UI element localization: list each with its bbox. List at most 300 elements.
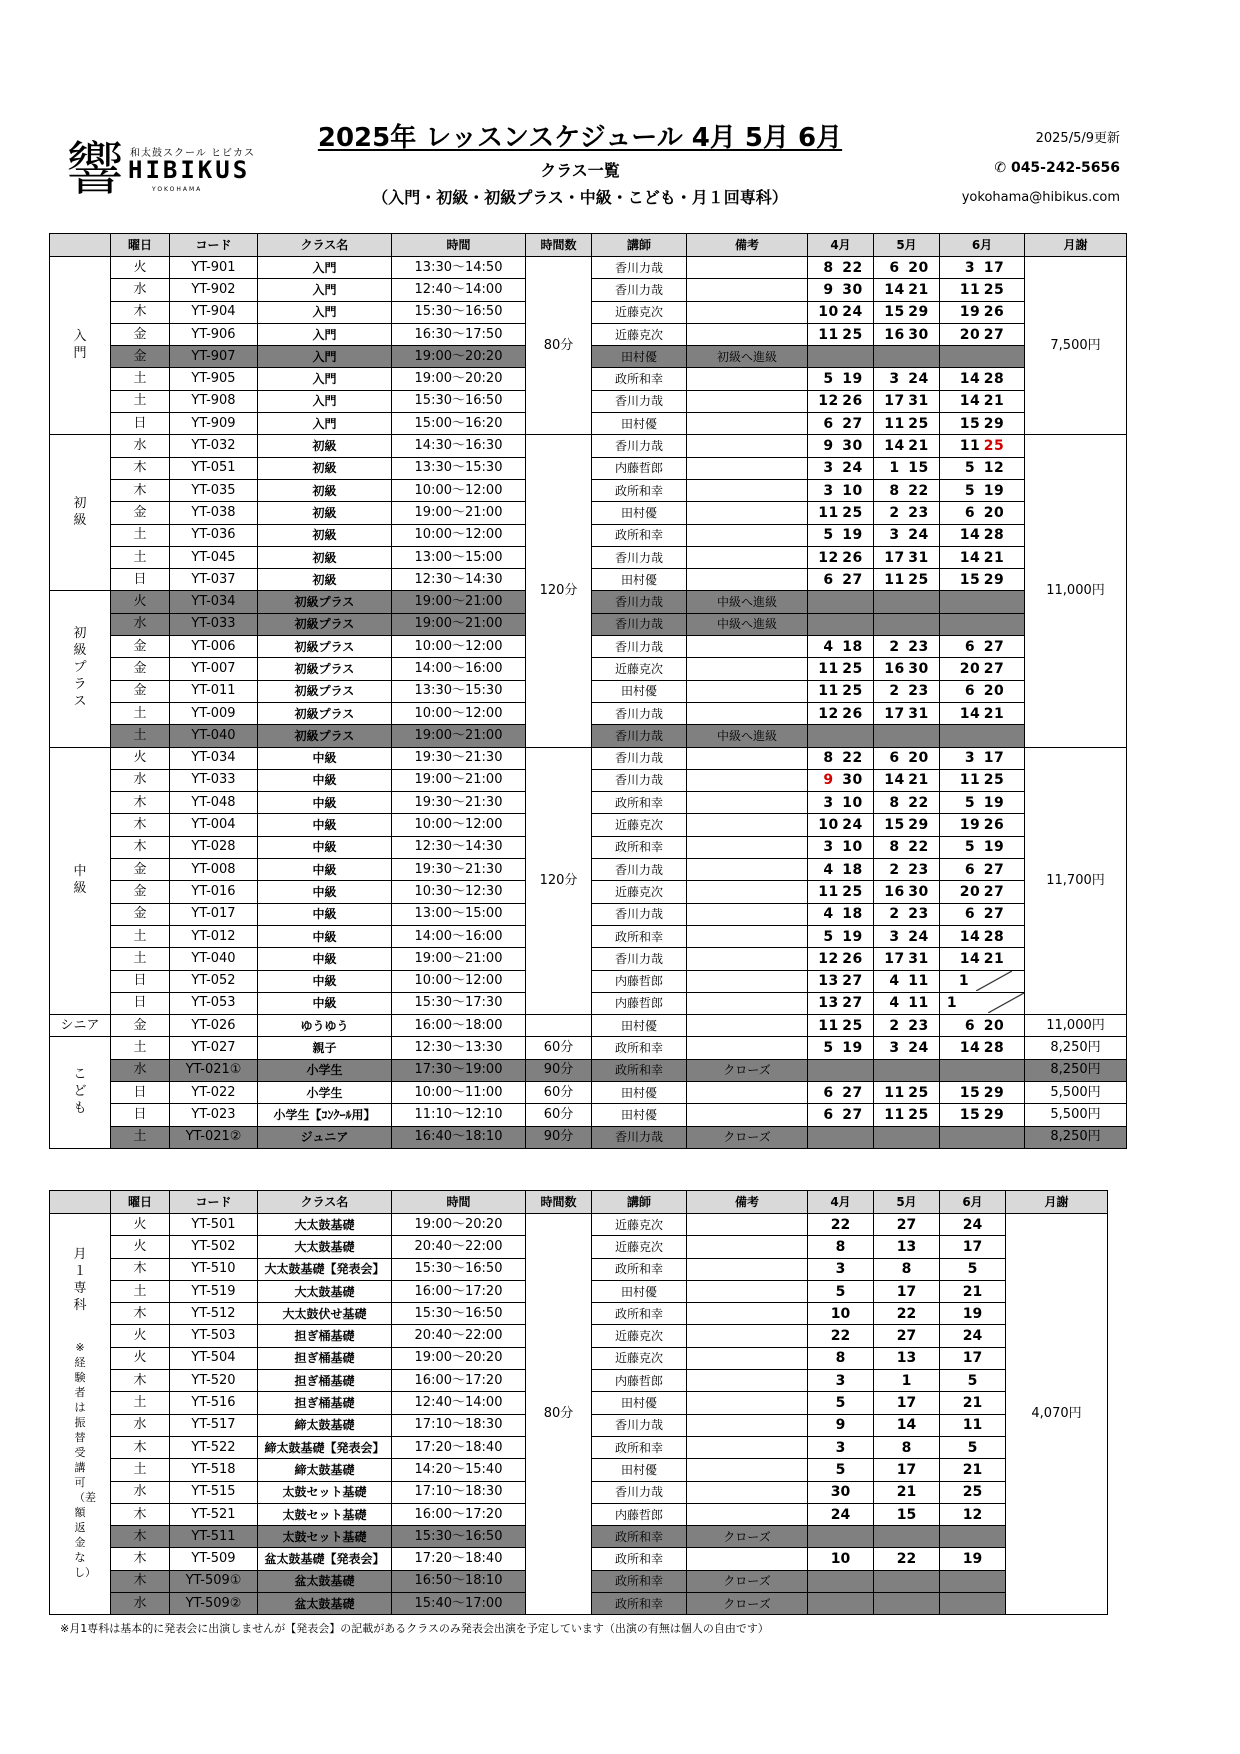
note-cell (687, 747, 808, 769)
lesson-date: 27 (983, 883, 1005, 900)
note-cell (687, 636, 808, 658)
month-date-cell: 21 (874, 1481, 940, 1503)
teacher-cell: 田村優 (592, 1081, 687, 1103)
code-cell: YT-048 (170, 792, 258, 814)
lesson-date: 30 (908, 660, 929, 677)
note-cell: 中級へ進級 (687, 725, 808, 747)
lesson-date: 23 (908, 906, 929, 923)
lesson-date: 14 (959, 371, 981, 388)
lesson-date: 20 (983, 683, 1005, 700)
month-date-cell: 11 (940, 1414, 1006, 1436)
updated-date: 2025/5/9更新 (1035, 131, 1120, 146)
lesson-date: 25 (983, 772, 1005, 789)
lesson-date: 25 (983, 281, 1005, 298)
fee-cell: 5,500円 (1025, 1104, 1127, 1126)
note-cell (687, 502, 808, 524)
page-subtitle: クラス一覧 (540, 161, 620, 180)
lesson-date: 6 (964, 1017, 976, 1034)
month-date-cell: 5 (940, 1258, 1006, 1280)
note-cell (687, 1459, 808, 1481)
month-date-cell (874, 1593, 940, 1615)
teacher-cell: 政所和幸 (592, 368, 687, 390)
day-cell: 土 (111, 1037, 170, 1059)
time-cell: 12:30～13:30 (392, 1037, 526, 1059)
teacher-cell: 内藤哲郎 (592, 1370, 687, 1392)
note-cell (687, 1347, 808, 1369)
time-cell: 19:00～21:00 (392, 613, 526, 635)
fee-cell: 4,070円 (1006, 1214, 1108, 1615)
lesson-date: 3 (889, 928, 900, 945)
lesson-date: 4 (889, 995, 900, 1012)
lesson-date: 12 (983, 460, 1005, 477)
note-cell (687, 970, 808, 992)
table-row (50, 1059, 1127, 1081)
teacher-cell: 内藤哲郎 (592, 992, 687, 1014)
lesson-date: 8 (823, 259, 834, 276)
group-label (50, 1037, 111, 1148)
month-dates-cell (940, 301, 1025, 323)
note-cell (687, 881, 808, 903)
teacher-cell: 香川力哉 (592, 390, 687, 412)
lesson-date: 3 (823, 839, 834, 856)
lesson-date: 6 (964, 638, 976, 655)
code-cell: YT-006 (170, 636, 258, 658)
class-name-cell: 初級 (258, 524, 392, 546)
code-cell: YT-510 (170, 1258, 258, 1280)
lesson-date: 22 (842, 259, 863, 276)
column-header: 備考 (687, 234, 808, 257)
class-name-cell: 太鼓セット基礎 (258, 1503, 392, 1525)
note-cell: クローズ (687, 1059, 808, 1081)
lesson-date: 24 (842, 460, 863, 477)
lesson-date: 19 (842, 527, 863, 544)
lesson-date: 22 (908, 794, 929, 811)
lesson-date: 25 (908, 1106, 929, 1123)
table-row (50, 257, 1127, 279)
day-cell: 木 (111, 1258, 170, 1280)
month-date-cell: 14 (874, 1414, 940, 1436)
time-cell: 20:40～22:00 (392, 1236, 526, 1258)
month-dates-cell (940, 279, 1025, 301)
time-cell: 11:10～12:10 (392, 1104, 526, 1126)
code-cell: YT-007 (170, 658, 258, 680)
fee-cell: 8,250円 (1025, 1037, 1127, 1059)
code-cell: YT-518 (170, 1459, 258, 1481)
teacher-cell: 近藤克次 (592, 1347, 687, 1369)
note-cell (687, 925, 808, 947)
month-dates-cell (940, 390, 1025, 412)
lesson-date: 14 (959, 705, 981, 722)
lesson-date: 22 (908, 482, 929, 499)
lesson-date: 11 (884, 415, 905, 432)
lesson-date: 26 (842, 950, 863, 967)
lesson-date: 29 (908, 304, 929, 321)
lesson-date: 14 (959, 393, 981, 410)
note-cell (687, 1414, 808, 1436)
month-dates-cell (874, 1126, 940, 1148)
month-dates-cell (940, 769, 1025, 791)
time-cell: 17:30～19:00 (392, 1059, 526, 1081)
lesson-date: 21 (983, 950, 1005, 967)
month-dates-cell (940, 636, 1025, 658)
class-name-cell: 盆太鼓基礎 (258, 1593, 392, 1615)
class-name-cell: 中級 (258, 903, 392, 925)
code-cell: YT-501 (170, 1214, 258, 1236)
lesson-date: 21 (908, 772, 929, 789)
class-name-cell: 初級 (258, 546, 392, 568)
teacher-cell: 近藤克次 (592, 1214, 687, 1236)
lesson-date: 10 (842, 839, 863, 856)
note-cell: クローズ (687, 1126, 808, 1148)
lesson-date: 28 (983, 1040, 1005, 1057)
lesson-date: 14 (959, 527, 981, 544)
month-dates-cell (940, 502, 1025, 524)
day-cell: 土 (111, 725, 170, 747)
time-cell: 12:40～14:00 (392, 279, 526, 301)
month-dates-cell (940, 792, 1025, 814)
code-cell: YT-026 (170, 1015, 258, 1037)
column-header: 時間数 (526, 234, 592, 257)
lesson-date: 21 (983, 705, 1005, 722)
class-name-cell: 盆太鼓基礎 (258, 1570, 392, 1592)
day-cell: 木 (111, 836, 170, 858)
lesson-date: 6 (823, 571, 834, 588)
month-dates-cell (874, 725, 940, 747)
code-cell: YT-009 (170, 702, 258, 724)
code-cell: YT-521 (170, 1503, 258, 1525)
time-cell: 10:30～12:30 (392, 881, 526, 903)
day-cell: 水 (111, 279, 170, 301)
note-cell: クローズ (687, 1593, 808, 1615)
month-date-cell: 22 (808, 1325, 874, 1347)
month-date-cell: 13 (874, 1347, 940, 1369)
day-cell: 木 (111, 792, 170, 814)
month-dates-cell (940, 1059, 1025, 1081)
teacher-cell: 政所和幸 (592, 925, 687, 947)
time-cell: 10:00～12:00 (392, 970, 526, 992)
class-name-cell: 太鼓セット基礎 (258, 1481, 392, 1503)
month-dates-cell (808, 747, 874, 769)
day-cell: 金 (111, 323, 170, 345)
time-cell: 13:00～15:00 (392, 546, 526, 568)
time-cell: 19:30～21:30 (392, 747, 526, 769)
class-name-cell: 初級プラス (258, 591, 392, 613)
teacher-cell: 香川力哉 (592, 591, 687, 613)
lesson-date: 8 (889, 839, 900, 856)
lesson-date: 30 (842, 438, 863, 455)
logo (66, 135, 256, 203)
time-cell: 17:20～18:40 (392, 1548, 526, 1570)
month-dates-cell (940, 457, 1025, 479)
lesson-date: 15 (959, 1084, 981, 1101)
day-cell: 日 (111, 413, 170, 435)
time-cell: 16:00～18:00 (392, 1015, 526, 1037)
group-label (50, 435, 111, 591)
month-dates-cell (874, 569, 940, 591)
note-cell (687, 301, 808, 323)
code-cell: YT-023 (170, 1104, 258, 1126)
time-cell: 16:30～17:50 (392, 323, 526, 345)
note-cell (687, 368, 808, 390)
lesson-date: 6 (964, 683, 976, 700)
lesson-date: 2 (889, 504, 900, 521)
month-date-cell (874, 1570, 940, 1592)
month-dates-cell (808, 658, 874, 680)
month-date-cell (874, 1526, 940, 1548)
month-dates-cell (874, 479, 940, 501)
month-dates-cell (940, 814, 1025, 836)
table-row (50, 1081, 1127, 1103)
code-cell: YT-519 (170, 1280, 258, 1302)
fee-cell: 7,500円 (1025, 257, 1127, 435)
month-dates-cell (940, 1104, 1025, 1126)
teacher-cell: 内藤哲郎 (592, 457, 687, 479)
lesson-date: 28 (983, 371, 1005, 388)
day-cell: 金 (111, 502, 170, 524)
logo-tagline: 和太鼓スクール ヒビカス (130, 148, 255, 159)
teacher-cell: 内藤哲郎 (592, 1503, 687, 1525)
lesson-date: 18 (842, 861, 863, 878)
code-cell: YT-021① (170, 1059, 258, 1081)
month-date-cell: 27 (874, 1325, 940, 1347)
day-cell: 土 (111, 925, 170, 947)
time-cell: 15:30～16:50 (392, 301, 526, 323)
month-date-cell: 8 (808, 1236, 874, 1258)
class-name-cell: 初級 (258, 569, 392, 591)
teacher-cell: 政所和幸 (592, 1436, 687, 1458)
lesson-date: 24 (842, 304, 863, 321)
lesson-date: 15 (959, 415, 981, 432)
note-cell (687, 1436, 808, 1458)
lesson-date: 22 (908, 839, 929, 856)
lesson-date: 8 (889, 482, 900, 499)
month-dates-cell (874, 591, 940, 613)
lesson-date: 6 (964, 504, 976, 521)
month-dates-cell (808, 368, 874, 390)
class-name-cell: 中級 (258, 992, 392, 1014)
day-cell: 日 (111, 992, 170, 1014)
lesson-date: 10 (842, 482, 863, 499)
group-label (50, 747, 111, 1015)
code-cell: YT-901 (170, 257, 258, 279)
time-cell: 16:50～18:10 (392, 1570, 526, 1592)
lesson-date: 10 (842, 794, 863, 811)
class-name-cell: 担ぎ桶基礎 (258, 1370, 392, 1392)
month-dates-cell (874, 1015, 940, 1037)
month-dates-cell (874, 546, 940, 568)
phone-icon: ✆ (994, 160, 1011, 176)
day-cell: 水 (111, 1593, 170, 1615)
lesson-date: 14 (884, 772, 905, 789)
code-cell: YT-008 (170, 859, 258, 881)
code-cell: YT-515 (170, 1481, 258, 1503)
lesson-date: 15 (959, 1106, 981, 1123)
column-header: 5月 (874, 234, 940, 257)
lesson-date: 4 (823, 906, 834, 923)
month-dates-cell (808, 702, 874, 724)
month-date-cell: 21 (940, 1392, 1006, 1414)
group-note-text: ※経験者は振替受講可（差額返金なし） (74, 1340, 96, 1579)
code-cell: YT-032 (170, 435, 258, 457)
code-cell: YT-504 (170, 1347, 258, 1369)
time-cell: 14:30～16:30 (392, 435, 526, 457)
column-header: 時間数 (526, 1191, 592, 1214)
lesson-date: 27 (983, 326, 1005, 343)
note-cell (687, 524, 808, 546)
lesson-date: 25 (842, 1017, 863, 1034)
teacher-cell: 政所和幸 (592, 1258, 687, 1280)
day-cell: 土 (111, 1280, 170, 1302)
month-dates-cell (940, 836, 1025, 858)
code-cell: YT-052 (170, 970, 258, 992)
teacher-cell: 香川力哉 (592, 859, 687, 881)
day-cell: 木 (111, 1548, 170, 1570)
code-cell: YT-511 (170, 1526, 258, 1548)
lesson-date: 20 (959, 660, 981, 677)
group-label-text: こども (73, 1067, 87, 1117)
lesson-date: 3 (889, 527, 900, 544)
code-cell: YT-908 (170, 390, 258, 412)
teacher-cell: 政所和幸 (592, 479, 687, 501)
day-cell: 土 (111, 1392, 170, 1414)
code-cell: YT-909 (170, 413, 258, 435)
month-date-cell: 21 (940, 1280, 1006, 1302)
column-header: 時間 (392, 234, 526, 257)
teacher-cell: 田村優 (592, 1459, 687, 1481)
time-cell: 15:40～17:00 (392, 1593, 526, 1615)
logo-wordmark: HIBIKUS (128, 156, 251, 184)
month-dates-cell (940, 1015, 1025, 1037)
column-header: 時間 (392, 1191, 526, 1214)
hours-cell: 80分 (526, 1214, 592, 1615)
month-date-cell: 17 (874, 1280, 940, 1302)
code-cell: YT-016 (170, 881, 258, 903)
day-cell: 土 (111, 948, 170, 970)
month-dates-cell (940, 613, 1025, 635)
code-cell: YT-034 (170, 591, 258, 613)
lesson-date: 11 (908, 973, 929, 990)
teacher-cell: 香川力哉 (592, 613, 687, 635)
day-cell: 水 (111, 613, 170, 635)
lesson-date: 30 (908, 883, 929, 900)
lesson-date: 31 (908, 705, 929, 722)
column-header: コード (170, 1191, 258, 1214)
logo-place: YOKOHAMA (152, 186, 203, 193)
teacher-cell: 香川力哉 (592, 769, 687, 791)
lesson-date: 28 (983, 527, 1005, 544)
month-dates-cell (940, 546, 1025, 568)
month-date-cell: 24 (940, 1325, 1006, 1347)
day-cell: 木 (111, 1303, 170, 1325)
code-cell: YT-045 (170, 546, 258, 568)
day-cell: 火 (111, 747, 170, 769)
column-header: 備考 (687, 1191, 808, 1214)
lesson-date: 11 (818, 660, 839, 677)
teacher-cell: 近藤克次 (592, 658, 687, 680)
lesson-date: 26 (842, 705, 863, 722)
month-dates-cell (808, 1037, 874, 1059)
code-cell: YT-051 (170, 457, 258, 479)
fee-cell: 8,250円 (1025, 1059, 1127, 1081)
day-cell: 火 (111, 591, 170, 613)
month-dates-cell (874, 1081, 940, 1103)
code-cell: YT-503 (170, 1325, 258, 1347)
month-date-cell: 17 (940, 1236, 1006, 1258)
schedule-table-main (49, 233, 1127, 1149)
lesson-date: 24 (908, 928, 929, 945)
teacher-cell: 香川力哉 (592, 279, 687, 301)
teacher-cell: 香川力哉 (592, 546, 687, 568)
fee-cell: 8,250円 (1025, 1126, 1127, 1148)
lesson-date: 11 (818, 683, 839, 700)
class-name-cell: 初級 (258, 457, 392, 479)
code-cell: YT-516 (170, 1392, 258, 1414)
time-cell: 19:00～21:00 (392, 769, 526, 791)
time-cell: 10:00～11:00 (392, 1081, 526, 1103)
teacher-cell: 田村優 (592, 413, 687, 435)
month-dates-cell (808, 814, 874, 836)
lesson-date: 8 (823, 750, 834, 767)
lesson-date: 19 (983, 794, 1005, 811)
lesson-date: 24 (908, 1040, 929, 1057)
day-cell: 火 (111, 1214, 170, 1236)
time-cell: 19:00～21:00 (392, 948, 526, 970)
lesson-date: 27 (842, 995, 863, 1012)
code-cell: YT-509 (170, 1548, 258, 1570)
lesson-date: 12 (818, 549, 839, 566)
column-header: 4月 (808, 1191, 874, 1214)
month-dates-cell (940, 413, 1025, 435)
note-cell (687, 1081, 808, 1103)
time-cell: 14:00～16:00 (392, 925, 526, 947)
day-cell: 火 (111, 1236, 170, 1258)
note-cell (687, 435, 808, 457)
table-row (50, 1037, 1127, 1059)
code-cell: YT-517 (170, 1414, 258, 1436)
month-dates-cell (808, 435, 874, 457)
teacher-cell: 政所和幸 (592, 836, 687, 858)
time-cell: 20:40～22:00 (392, 1325, 526, 1347)
class-name-cell: 初級プラス (258, 680, 392, 702)
day-cell: 水 (111, 1059, 170, 1081)
lesson-date: 29 (983, 415, 1005, 432)
month-dates-cell (940, 680, 1025, 702)
table-row (50, 435, 1127, 457)
teacher-cell: 香川力哉 (592, 636, 687, 658)
class-name-cell: 入門 (258, 323, 392, 345)
group-label (50, 1214, 111, 1615)
column-header: 5月 (874, 1191, 940, 1214)
month-dates-cell (808, 1081, 874, 1103)
month-date-cell: 22 (808, 1214, 874, 1236)
month-date-cell: 5 (808, 1459, 874, 1481)
code-cell: YT-033 (170, 769, 258, 791)
group-label (50, 1015, 111, 1037)
class-name-cell: 小学生【ｺﾝｸｰﾙ用】 (258, 1104, 392, 1126)
lesson-date: 31 (908, 549, 929, 566)
month-date-cell: 9 (808, 1414, 874, 1436)
hours-cell: 60分 (526, 1104, 592, 1126)
code-cell: YT-906 (170, 323, 258, 345)
hours-cell: 90分 (526, 1126, 592, 1148)
lesson-date: 25 (908, 571, 929, 588)
lesson-date: 23 (908, 504, 929, 521)
time-cell: 16:40～18:10 (392, 1126, 526, 1148)
lesson-date: 19 (983, 839, 1005, 856)
lesson-date: 13 (818, 973, 839, 990)
note-cell: クローズ (687, 1570, 808, 1592)
month-dates-cell (874, 524, 940, 546)
